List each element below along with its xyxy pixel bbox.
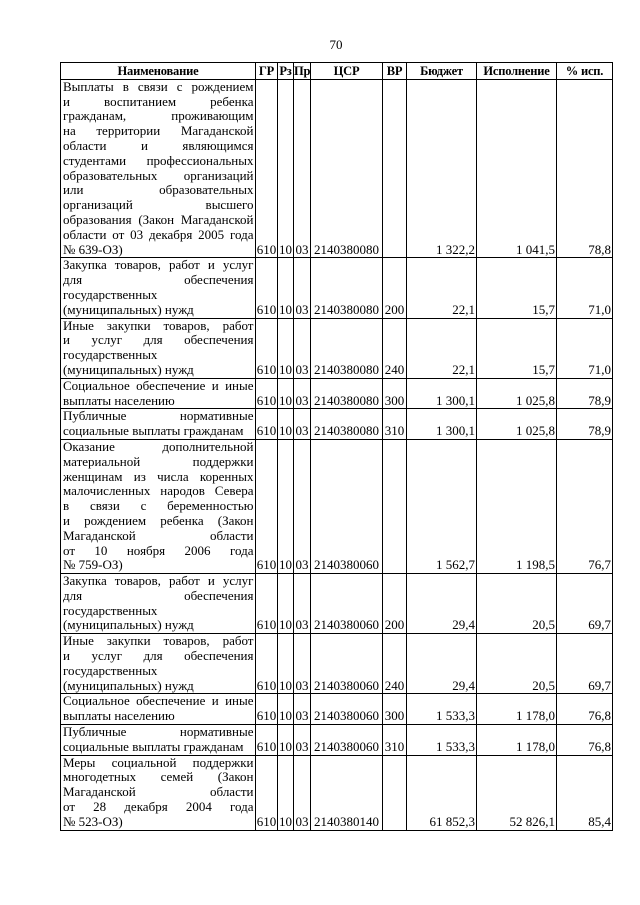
gr-code-cell: 610: [256, 258, 278, 318]
execution-percent-cell: 85,4: [557, 755, 613, 830]
execution-cell: 52 826,1: [477, 755, 557, 830]
target-article-cell: 2140380060: [311, 694, 383, 725]
table-row: [61, 634, 613, 694]
target-article-cell: 2140380080: [311, 378, 383, 409]
execution-percent-cell: 69,7: [557, 574, 613, 634]
item-name-line: (муниципальных) нужд: [63, 361, 194, 377]
item-name-cell: [61, 318, 256, 378]
item-name-cell: [61, 79, 256, 258]
subsection-code-cell: 03: [294, 258, 311, 318]
budget-cell: 1 300,1: [407, 409, 477, 440]
table-row: [61, 574, 613, 634]
target-article-cell: 2140380060: [311, 725, 383, 756]
item-name-line: женщинам из числа коренных: [63, 468, 254, 484]
item-name-line: Публичные нормативные: [63, 408, 254, 424]
item-name-line: государственных: [63, 347, 158, 363]
target-article-cell: 2140380060: [311, 439, 383, 573]
budget-cell: 29,4: [407, 634, 477, 694]
execution-percent-cell: 78,9: [557, 409, 613, 440]
expense-type-cell: 240: [383, 318, 407, 378]
execution-cell: 1 041,5: [477, 79, 557, 258]
item-name-line: (муниципальных) нужд: [63, 301, 194, 317]
execution-cell: 20,5: [477, 574, 557, 634]
item-name-line: № 639-ОЗ): [63, 241, 123, 257]
budget-cell: 22,1: [407, 258, 477, 318]
item-name-line: области и являющимся: [63, 137, 254, 153]
item-name-cell: [61, 378, 256, 409]
execution-cell: 15,7: [477, 258, 557, 318]
subsection-code-cell: 03: [294, 634, 311, 694]
section-code-cell: 10: [278, 634, 294, 694]
section-code-cell: 10: [278, 725, 294, 756]
item-name-line: и воспитанием ребенка: [63, 93, 254, 109]
subsection-code-cell: 03: [294, 725, 311, 756]
section-code-cell: 10: [278, 694, 294, 725]
gr-code-cell: 610: [256, 725, 278, 756]
table-header-row: [61, 63, 613, 80]
execution-cell: 1 178,0: [477, 725, 557, 756]
page-number: 70: [329, 37, 343, 52]
expense-type-cell: 200: [383, 258, 407, 318]
table-row: [61, 79, 613, 258]
item-name-line: материальной поддержки: [63, 453, 254, 469]
item-name-line: Закупка товаров, работ и услуг: [63, 257, 254, 273]
expense-type-cell: 310: [383, 725, 407, 756]
subsection-code-cell: 03: [294, 79, 311, 258]
gr-code-cell: 610: [256, 409, 278, 440]
item-name-line: от 10 ноября 2006 года: [63, 542, 254, 558]
target-article-cell: 2140380080: [311, 318, 383, 378]
execution-cell: 20,5: [477, 634, 557, 694]
section-code-cell: 10: [278, 439, 294, 573]
subsection-code-cell: 03: [294, 409, 311, 440]
item-name-line: № 523-ОЗ): [63, 813, 123, 829]
expense-type-cell: [383, 439, 407, 573]
item-name-line: в связи с беременностью: [63, 498, 254, 514]
item-name-line: Оказание дополнительной: [63, 438, 254, 454]
item-name-line: и услуг для обеспечения: [63, 332, 254, 348]
item-name-line: многодетных семей (Закон: [63, 769, 254, 785]
item-name-cell: [61, 725, 256, 756]
expense-type-cell: 300: [383, 378, 407, 409]
item-name-cell: [61, 409, 256, 440]
execution-percent-cell: 69,7: [557, 634, 613, 694]
subsection-code-cell: 03: [294, 439, 311, 573]
target-article-cell: 2140380060: [311, 634, 383, 694]
budget-cell: 1 322,2: [407, 79, 477, 258]
item-name-line: организаций высшего: [63, 197, 254, 213]
header-gr: ГР: [256, 63, 278, 80]
item-name-line: студентами профессиональных: [63, 152, 254, 168]
item-name-line: и услуг для обеспечения: [63, 648, 254, 664]
item-name-line: выплаты населению: [63, 708, 175, 724]
item-name-cell: [61, 755, 256, 830]
target-article-cell: 2140380060: [311, 574, 383, 634]
item-name-line: Иные закупки товаров, работ: [63, 317, 254, 333]
subsection-code-cell: 03: [294, 574, 311, 634]
item-name-line: для обеспечения: [63, 272, 254, 288]
item-name-line: социальные выплаты гражданам: [63, 738, 244, 754]
item-name-line: или образовательных: [63, 182, 254, 198]
execution-cell: 1 178,0: [477, 694, 557, 725]
item-name-line: № 759-ОЗ): [63, 557, 123, 573]
section-code-cell: 10: [278, 318, 294, 378]
gr-code-cell: 610: [256, 694, 278, 725]
gr-code-cell: 610: [256, 755, 278, 830]
table-row: [61, 318, 613, 378]
header-budget: Бюджет: [407, 63, 477, 80]
budget-cell: 29,4: [407, 574, 477, 634]
item-name-line: государственных: [63, 662, 158, 678]
gr-code-cell: 610: [256, 79, 278, 258]
gr-code-cell: 610: [256, 574, 278, 634]
expense-type-cell: 300: [383, 694, 407, 725]
item-name-line: малочисленных народов Севера: [63, 483, 254, 499]
subsection-code-cell: 03: [294, 694, 311, 725]
item-name-line: Меры социальной поддержки: [63, 754, 254, 770]
target-article-cell: 2140380080: [311, 258, 383, 318]
item-name-line: и рождением ребенка (Закон: [63, 512, 254, 528]
execution-percent-cell: 76,7: [557, 439, 613, 573]
target-article-cell: 2140380080: [311, 79, 383, 258]
header-vr: ВР: [383, 63, 407, 80]
budget-cell: 22,1: [407, 318, 477, 378]
table-body: [61, 79, 613, 830]
item-name-line: Выплаты в связи с рождением: [63, 78, 254, 94]
execution-percent-cell: 76,8: [557, 694, 613, 725]
gr-code-cell: 610: [256, 318, 278, 378]
section-code-cell: 10: [278, 409, 294, 440]
target-article-cell: 2140380080: [311, 409, 383, 440]
item-name-line: от 28 декабря 2004 года: [63, 799, 254, 815]
item-name-line: на территории Магаданской: [63, 123, 254, 139]
item-name-line: социальные выплаты гражданам: [63, 423, 244, 439]
item-name-line: Публичные нормативные: [63, 724, 254, 740]
gr-code-cell: 610: [256, 439, 278, 573]
target-article-cell: 2140380140: [311, 755, 383, 830]
gr-code-cell: 610: [256, 634, 278, 694]
item-name-line: выплаты населению: [63, 392, 175, 408]
subsection-code-cell: 03: [294, 318, 311, 378]
item-name-line: Магаданской области: [63, 527, 254, 543]
budget-execution-table: [60, 62, 613, 831]
subsection-code-cell: 03: [294, 378, 311, 409]
budget-cell: 1 562,7: [407, 439, 477, 573]
expense-type-cell: [383, 79, 407, 258]
item-name-line: гражданам, проживающим: [63, 108, 254, 124]
expense-type-cell: 200: [383, 574, 407, 634]
table-row: [61, 378, 613, 409]
item-name-line: образования (Закон Магаданской: [63, 211, 254, 227]
item-name-cell: [61, 439, 256, 573]
header-pct: % исп.: [557, 63, 613, 80]
budget-cell: 1 533,3: [407, 694, 477, 725]
header-execution: Исполнение: [477, 63, 557, 80]
item-name-line: образовательных организаций: [63, 167, 254, 183]
budget-cell: 1 533,3: [407, 725, 477, 756]
item-name-line: (муниципальных) нужд: [63, 617, 194, 633]
execution-percent-cell: 71,0: [557, 318, 613, 378]
item-name-line: Магаданской области: [63, 784, 254, 800]
item-name-line: области от 03 декабря 2005 года: [63, 226, 254, 242]
item-name-cell: [61, 574, 256, 634]
header-rz: Рз: [279, 63, 292, 78]
section-code-cell: 10: [278, 79, 294, 258]
execution-percent-cell: 78,9: [557, 378, 613, 409]
table-row: [61, 725, 613, 756]
expense-type-cell: [383, 755, 407, 830]
item-name-line: Иные закупки товаров, работ: [63, 633, 254, 649]
execution-percent-cell: 78,8: [557, 79, 613, 258]
table-row: [61, 694, 613, 725]
subsection-code-cell: 03: [294, 755, 311, 830]
execution-percent-cell: 71,0: [557, 258, 613, 318]
item-name-line: для обеспечения: [63, 587, 254, 603]
item-name-line: Социальное обеспечение и иные: [63, 377, 254, 393]
item-name-line: (муниципальных) нужд: [63, 677, 194, 693]
expense-type-cell: 240: [383, 634, 407, 694]
section-code-cell: 10: [278, 378, 294, 409]
item-name-line: Социальное обеспечение и иные: [63, 693, 254, 709]
execution-cell: 1 198,5: [477, 439, 557, 573]
item-name-line: государственных: [63, 602, 158, 618]
execution-cell: 15,7: [477, 318, 557, 378]
budget-cell: 61 852,3: [407, 755, 477, 830]
table-row: [61, 439, 613, 573]
table-row: [61, 409, 613, 440]
execution-cell: 1 025,8: [477, 409, 557, 440]
section-code-cell: 10: [278, 258, 294, 318]
table-row: [61, 755, 613, 830]
table-row: [61, 258, 613, 318]
expense-type-cell: 310: [383, 409, 407, 440]
item-name-cell: [61, 634, 256, 694]
item-name-cell: [61, 694, 256, 725]
section-code-cell: 10: [278, 755, 294, 830]
item-name-line: Закупка товаров, работ и услуг: [63, 573, 254, 589]
budget-cell: 1 300,1: [407, 378, 477, 409]
gr-code-cell: 610: [256, 378, 278, 409]
execution-percent-cell: 76,8: [557, 725, 613, 756]
header-name: Наименование: [61, 63, 256, 80]
header-pr: Пр: [294, 63, 311, 78]
item-name-cell: [61, 258, 256, 318]
header-csr: ЦСР: [311, 63, 383, 80]
section-code-cell: 10: [278, 574, 294, 634]
item-name-line: государственных: [63, 286, 158, 302]
execution-cell: 1 025,8: [477, 378, 557, 409]
